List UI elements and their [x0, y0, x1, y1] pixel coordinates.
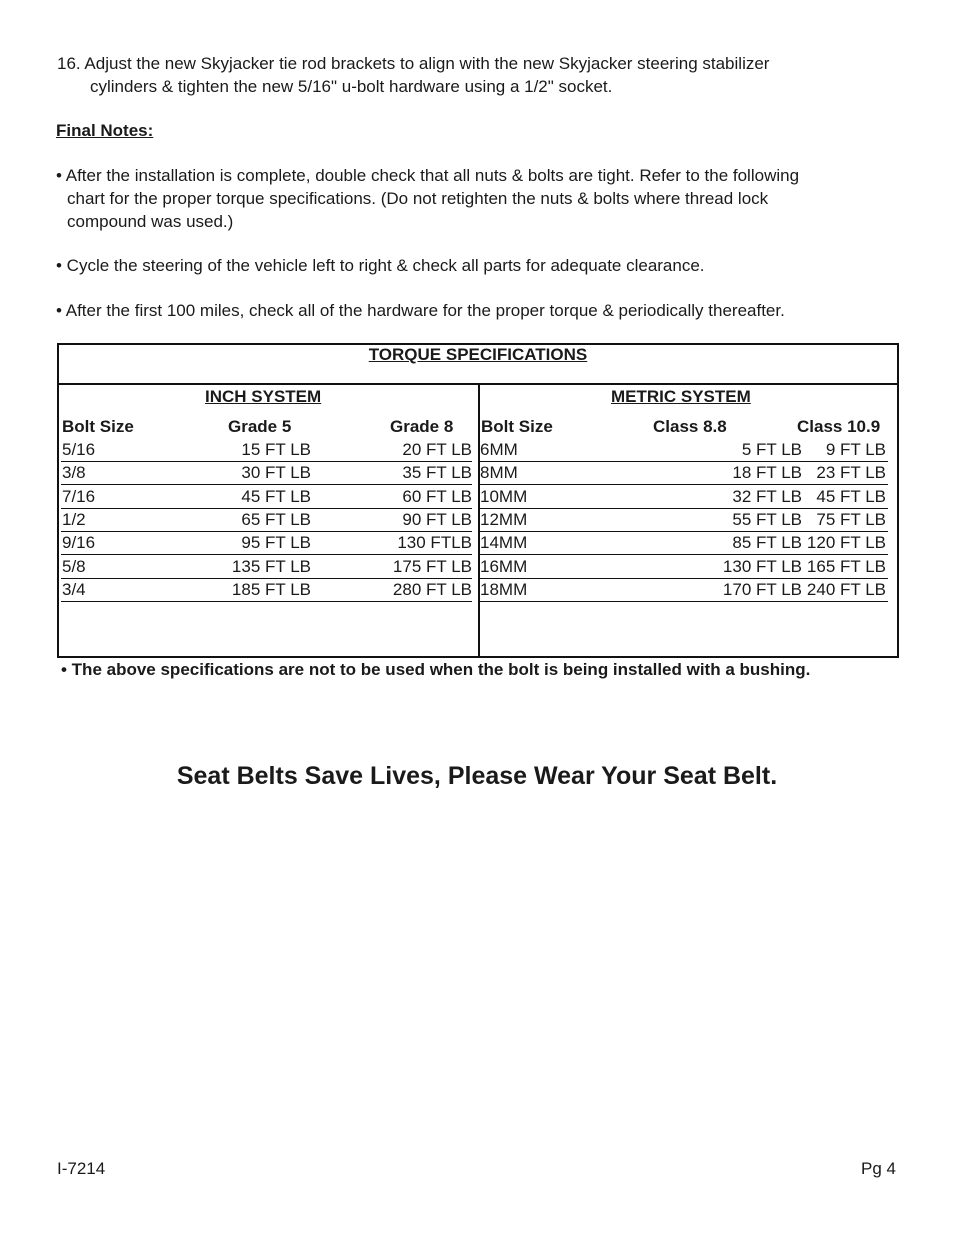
inch-col-grade-5: Grade 5: [228, 417, 292, 436]
inch-cell-torque-a: 65 FT LB: [241, 509, 311, 529]
metric-cell-bolt-size: 10MM: [480, 486, 528, 506]
inch-cell-torque-b: 35 FT LB: [402, 463, 472, 483]
metric-cell-bolt-size: 6MM: [480, 440, 518, 459]
metric-cell-torque-a: 5 FT LB: [741, 440, 802, 459]
metric-col-class-8-8: Class 8.8: [653, 417, 727, 436]
metric-cell-bolt-size: 12MM: [480, 509, 528, 529]
metric-table-row: [480, 486, 888, 509]
inch-table-row: [61, 532, 472, 555]
metric-cell-bolt-size: 16MM: [480, 556, 528, 576]
inch-cell-bolt-size: 1/2: [62, 509, 86, 529]
inch-cell-bolt-size: 5/16: [62, 440, 96, 459]
inch-system-heading: INCH SYSTEM: [205, 387, 322, 406]
metric-cell-torque-b: 45 FT LB: [816, 486, 886, 506]
inch-table-row: [61, 509, 472, 532]
inch-cell-torque-a: 135 FT LB: [231, 556, 311, 576]
inch-cell-bolt-size: 3/4: [62, 579, 86, 599]
note-bullet-steering-cycle: [56, 254, 916, 277]
inch-table-row: [61, 579, 472, 602]
step-16-line-1: 16. Adjust the new Skyjacker tie rod brackets to align with the new Skyjacker steering stabilizer: [57, 54, 770, 73]
inch-col-grade-8: Grade 8: [390, 417, 454, 436]
note-line: chart for the proper torque specifications. (Do not retighten the nuts & bolts where thread lock: [67, 189, 769, 208]
inch-table-row: [61, 439, 472, 462]
bushing-warning: • The above specifications are not to be used when the bolt is being installed with a bushing.: [61, 660, 811, 679]
metric-cell-bolt-size: 14MM: [480, 533, 528, 553]
metric-cell-torque-a: 32 FT LB: [732, 486, 802, 506]
inch-table-row: [61, 462, 472, 485]
note-line: • After the installation is complete, double check that all nuts & bolts are tight. Refer to the following: [56, 166, 800, 185]
step-16-line-2: cylinders & tighten the new 5/16" u-bolt hardware using a 1/2" socket.: [90, 77, 613, 96]
metric-cell-torque-b: 120 FT LB: [806, 533, 886, 553]
metric-cell-bolt-size: 8MM: [480, 463, 518, 483]
inch-table-row: [61, 486, 472, 509]
metric-cell-torque-b: 23 FT LB: [816, 463, 886, 483]
metric-table-row: [480, 579, 888, 602]
note-bullet-100-miles: [56, 299, 916, 322]
inch-cell-torque-b: 130 FTLB: [397, 533, 472, 553]
table-header: [59, 345, 897, 385]
metric-col-class-10-9: Class 10.9: [797, 417, 881, 436]
metric-cell-torque-b: 240 FT LB: [806, 579, 886, 599]
inch-cell-torque-a: 15 FT LB: [241, 440, 311, 459]
inch-cell-torque-a: 185 FT LB: [231, 579, 311, 599]
metric-cell-torque-a: 170 FT LB: [722, 579, 802, 599]
table-title: TORQUE SPECIFICATIONS: [368, 345, 588, 364]
metric-cell-torque-a: 18 FT LB: [732, 463, 802, 483]
metric-cell-torque-b: 75 FT LB: [816, 509, 886, 529]
note-line: • After the first 100 miles, check all of the hardware for the proper torque & periodically thereafter.: [56, 301, 785, 320]
inch-cell-torque-b: 280 FT LB: [392, 579, 472, 599]
inch-cell-torque-a: 45 FT LB: [241, 486, 311, 506]
note-line: • Cycle the steering of the vehicle left to right & check all parts for adequate clearance.: [56, 256, 705, 275]
metric-cell-torque-a: 85 FT LB: [732, 533, 802, 553]
seat-belt-slogan: Seat Belts Save Lives, Please Wear Your Seat Belt.: [176, 762, 778, 790]
note-bullet-torque-check: [56, 164, 916, 233]
metric-table-row: [480, 556, 888, 579]
metric-table-row: [480, 439, 888, 462]
metric-cell-torque-a: 55 FT LB: [732, 509, 802, 529]
metric-table-row: [480, 462, 888, 485]
metric-table-row: [480, 509, 888, 532]
torque-specifications-table: [57, 343, 899, 658]
page-number: Pg 4: [861, 1159, 896, 1178]
inch-cell-torque-a: 30 FT LB: [241, 463, 311, 483]
inch-cell-bolt-size: 3/8: [62, 463, 86, 483]
final-notes-heading: Final Notes:: [56, 121, 154, 140]
inch-cell-torque-b: 90 FT LB: [402, 509, 472, 529]
document-id: I-7214: [57, 1159, 106, 1178]
inch-cell-torque-b: 175 FT LB: [392, 556, 472, 576]
inch-cell-torque-a: 95 FT LB: [241, 533, 311, 553]
step-16: [57, 52, 917, 98]
inch-table-row: [61, 556, 472, 579]
note-line: compound was used.): [67, 212, 234, 231]
inch-cell-torque-b: 20 FT LB: [402, 440, 472, 459]
metric-system-heading: METRIC SYSTEM: [611, 387, 751, 406]
inch-cell-bolt-size: 9/16: [62, 533, 96, 553]
inch-cell-bolt-size: 7/16: [62, 486, 96, 506]
metric-cell-torque-b: 165 FT LB: [806, 556, 886, 576]
metric-col-bolt-size: Bolt Size: [481, 417, 553, 436]
inch-cell-torque-b: 60 FT LB: [402, 486, 472, 506]
inch-col-bolt-size: Bolt Size: [62, 417, 134, 436]
inch-cell-bolt-size: 5/8: [62, 556, 86, 576]
metric-cell-bolt-size: 18MM: [480, 579, 528, 599]
metric-cell-torque-a: 130 FT LB: [722, 556, 802, 576]
metric-cell-torque-b: 9 FT LB: [825, 440, 886, 459]
metric-table-row: [480, 532, 888, 555]
